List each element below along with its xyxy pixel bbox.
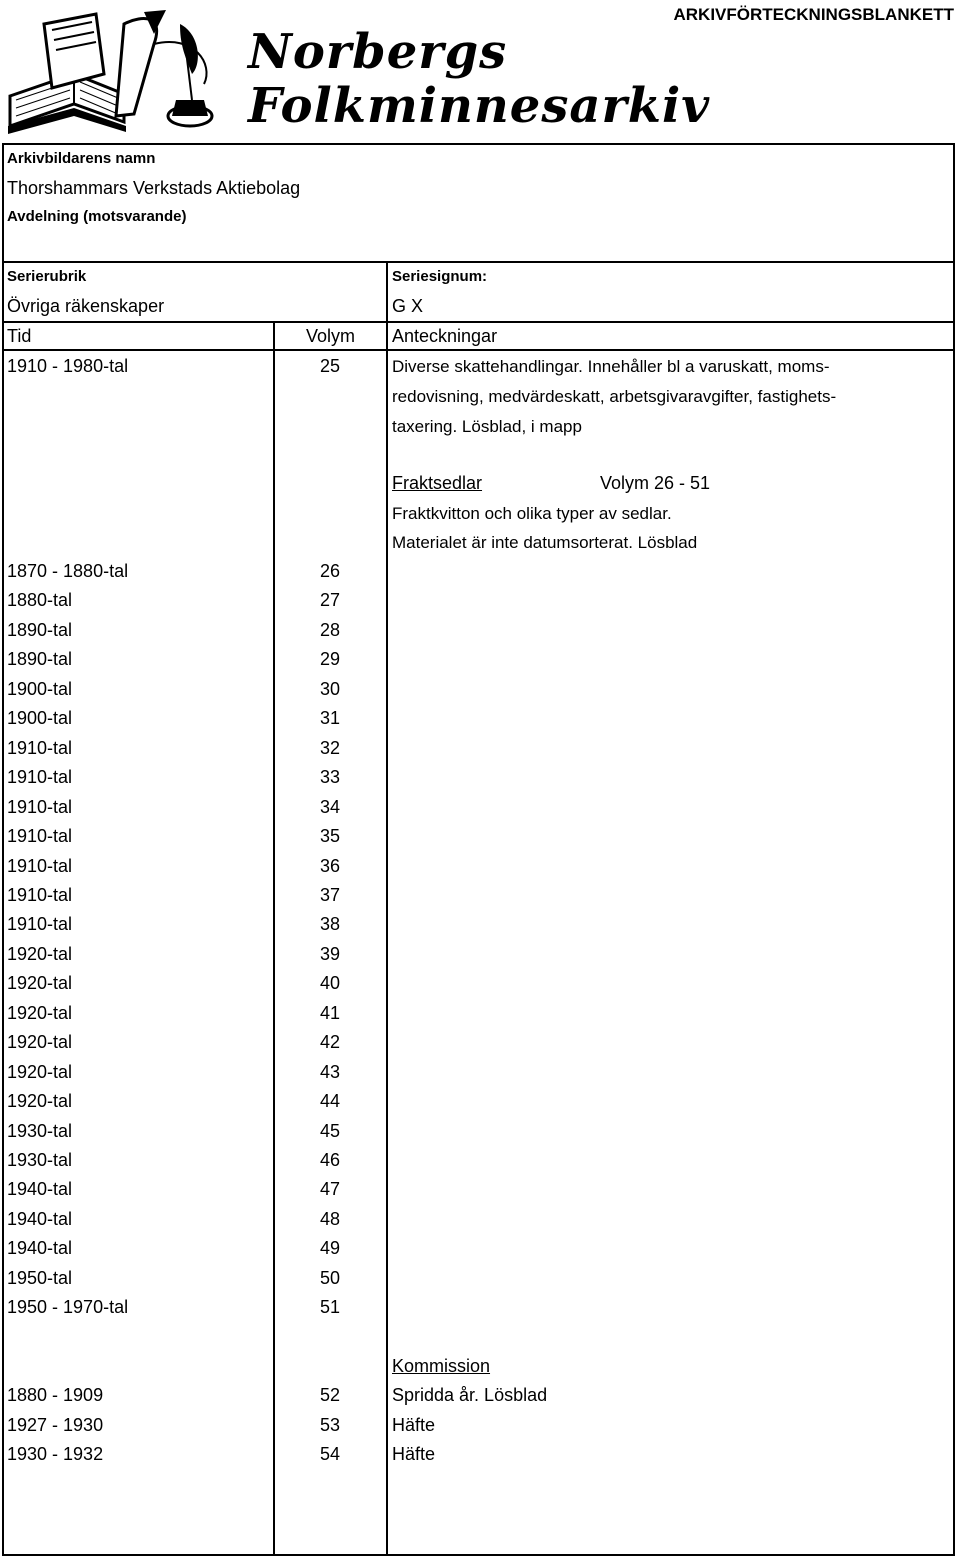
row-volym: 31 (320, 708, 341, 729)
row-volym: 44 (320, 1091, 341, 1112)
row-tid: 1910-tal (7, 884, 73, 905)
row-volym: 54 (320, 1444, 341, 1464)
row-volym: 26 (320, 561, 341, 581)
row-volym: 50 (320, 1267, 341, 1288)
column-header-volym: Volym (306, 326, 356, 346)
row-volym: 40 (320, 973, 341, 994)
row-tid: 1900-tal (7, 678, 73, 699)
series-signum-label: Seriesignum: (392, 268, 488, 285)
column-header-underline (2, 349, 955, 351)
row-tid: 1930-tal (7, 1120, 73, 1141)
row-tid: 1890-tal (7, 649, 73, 670)
row-tid: 1910-tal (7, 737, 73, 758)
series-title-value: Övriga räkenskaper (7, 296, 165, 316)
row-tid: 1940-tal (7, 1179, 73, 1200)
row-tid: 1920-tal (7, 1091, 73, 1112)
row-volym: 47 (320, 1179, 341, 1200)
row-tid: 1920-tal (7, 1061, 73, 1082)
row-tid: 1880 - 1909 (7, 1385, 104, 1405)
row-note: Häfte (392, 1444, 436, 1464)
row-volym: 30 (320, 678, 341, 699)
series-title-label: Serierubrik (7, 268, 87, 285)
column-header-anteckningar: Anteckningar (392, 326, 498, 346)
row-tid: 1940-tal (7, 1238, 73, 1259)
row-volym: 51 (320, 1297, 341, 1318)
row-volym: 29 (320, 649, 341, 670)
row-tid: 1940-tal (7, 1208, 73, 1229)
row-volym: 32 (320, 737, 341, 758)
row-tid: 1910-tal (7, 796, 73, 817)
row-volym: 43 (320, 1061, 341, 1082)
row-tid: 1920-tal (7, 943, 73, 964)
row-tid: 1950 - 1970-tal (7, 1297, 129, 1318)
divider-series-columns (2, 321, 955, 323)
logo-text-line1: Norbergs (248, 24, 508, 80)
row-tid: 1920-tal (7, 973, 73, 994)
row-note: Häfte (392, 1414, 436, 1435)
column-divider-volym (386, 263, 388, 1556)
row-volym: 42 (320, 1032, 341, 1053)
divider-creator-series (2, 261, 955, 263)
row-volym: 36 (320, 855, 341, 876)
group1-note-line: redovisning, medvärdeskatt, arbetsgivaravgifter, fastighets- (392, 387, 837, 406)
row-tid: 1920-tal (7, 1002, 73, 1023)
row-volym: 38 (320, 914, 341, 935)
group2-note-line: Fraktkvitton och olika typer av sedlar. (392, 504, 672, 523)
group1-note-line: Diverse skattehandlingar. Innehåller bl a varuskatt, moms- (392, 357, 830, 376)
row-volym: 41 (320, 1002, 341, 1023)
row-volym: 34 (320, 796, 341, 817)
archive-logo-illustration (4, 4, 234, 136)
group3-heading: Kommission (392, 1356, 491, 1376)
column-divider-tid (273, 321, 275, 1556)
group2-note-line: Materialet är inte datumsorterat. Lösblad (392, 533, 698, 552)
row-volym: 27 (320, 590, 341, 611)
group1-note-line: taxering. Lösblad, i mapp (392, 417, 582, 436)
row-tid: 1900-tal (7, 708, 73, 729)
form-title: ARKIVFÖRTECKNINGSBLANKETT (673, 5, 954, 24)
row-volym: 39 (320, 943, 341, 964)
department-label: Avdelning (motsvarande) (7, 208, 187, 225)
row-tid: 1927 - 1930 (7, 1414, 104, 1435)
row-volym: 33 (320, 767, 341, 788)
row-volym: 48 (320, 1208, 341, 1229)
logo-text-line2: Folkminnesarkiv (248, 78, 711, 134)
group2-heading-volumes: Volym 26 - 51 (600, 473, 711, 493)
series-signum-value: G X (392, 296, 424, 316)
creator-name-label: Arkivbildarens namn (7, 150, 156, 167)
form-frame (2, 143, 955, 1556)
row-tid: 1890-tal (7, 619, 73, 640)
row-tid: 1910-tal (7, 914, 73, 935)
row-tid: 1920-tal (7, 1032, 73, 1053)
row-volym: 37 (320, 884, 341, 905)
row-volym: 46 (320, 1150, 341, 1170)
row-volym: 45 (320, 1120, 341, 1141)
creator-name-value: Thorshammars Verkstads Aktiebolag (7, 178, 301, 198)
row-tid: 1870 - 1880-tal (7, 561, 129, 581)
group1-volym: 25 (320, 356, 341, 376)
row-tid: 1930-tal (7, 1150, 73, 1170)
row-tid: 1930 - 1932 (7, 1444, 104, 1464)
group1-tid: 1910 - 1980-tal (7, 356, 129, 376)
row-volym: 28 (320, 619, 341, 640)
row-tid: 1910-tal (7, 855, 73, 876)
row-tid: 1880-tal (7, 590, 73, 611)
row-volym: 49 (320, 1238, 341, 1259)
group2-heading: Fraktsedlar (392, 473, 483, 493)
row-volym: 35 (320, 826, 341, 847)
row-note: Spridda år. Lösblad (392, 1385, 548, 1405)
row-tid: 1950-tal (7, 1267, 73, 1288)
row-tid: 1910-tal (7, 826, 73, 847)
row-volym: 52 (320, 1385, 341, 1405)
row-volym: 53 (320, 1414, 341, 1435)
column-header-tid: Tid (7, 326, 32, 346)
row-tid: 1910-tal (7, 767, 73, 788)
